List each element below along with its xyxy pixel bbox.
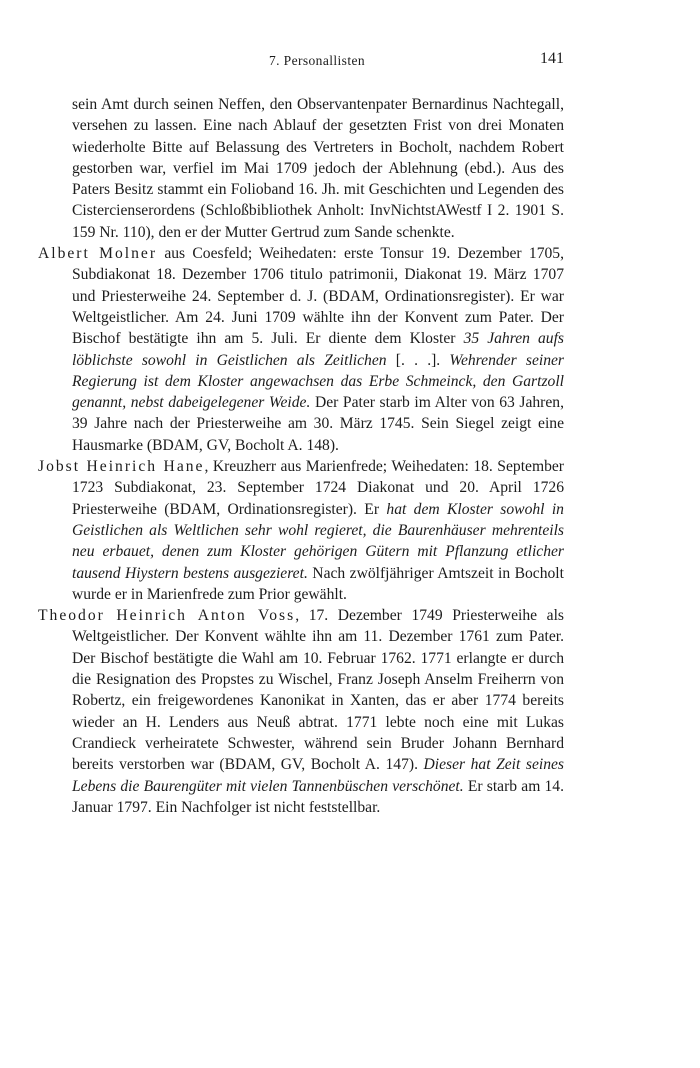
entry-text: [. . .]. — [386, 351, 450, 369]
quotation: Wehrender seiner Regierung ist dem Kloster angewachsen das Erbe Schmeinck, den Gartzoll genannt, nebst dabeigelegener Weide. — [72, 351, 564, 412]
entry-text: Er starb am 14. Januar 1797. Ein Nachfolger ist nicht feststellbar. — [72, 777, 565, 816]
quotation: hat dem Kloster sowohl in Geistlichen als Weltlichen sehr wohl regieret, die Baurenhäuser mehrenteils neu erbauet, denen zum Kloster gehörigen Gütern mit Pflanzung etlicher tausend Hiystern bestens ausgezieret. — [72, 500, 564, 582]
quotation: Dieser hat Zeit seines Lebens die Baurengüter mit vielen Tannenbüschen verschönet. — [72, 756, 564, 795]
quotation: 35 Jahren aufs löblichste sowohl in Geistlichen als Zeitlichen — [72, 330, 564, 369]
entry-jobst-heinrich-hane — [38, 456, 564, 605]
person-name: Jobst Heinrich Hane — [38, 458, 205, 476]
continuation-paragraph: sein Amt durch seinen Neffen, den Observantenpater Bernardinus Nachtegall, versehen zu lassen. Eine nach Ablauf der gesetzten Frist von drei Monaten wiederholte Bitte auf Belassung des Vertreters in Bocholt, nachdem Robert gestorben war, verfiel im Mai 1709 jedoch der Ablehnung (ebd.). Aus des Paters Besitz stammt ein Folioband 16. Jh. mit Geschichten und Legenden des Cistercienserordens (Schloßbibliothek Anholt: InvNichtstAWestf I 2. 1901 S. 159 Nr. 110), den er der Mutter Gertrud zum Sande schenkte. — [72, 96, 564, 241]
page-number: 141 — [540, 50, 564, 67]
entry-theodor-heinrich-anton-voss — [38, 605, 565, 818]
entry-text: Der Pater starb im Alter von 63 Jahren, 39 Jahre nach der Priesterweihe am 30. März 1745. Sein Siegel zeigt eine Hausmarke (BDAM, GV, Bocholt A. 148). — [72, 394, 564, 454]
running-head — [70, 50, 564, 74]
person-name: Albert Molner — [38, 245, 158, 263]
entry-text: , Kreuzherr aus Marienfrede; Weihedaten: 18. September 1723 Subdiakonat, 23. September 1724 Diakonat und 20. April 1726 Priesterweihe (BDAM, Ordinationsregister). Er — [72, 458, 564, 518]
body-text — [38, 94, 565, 818]
entry-text: Nach zwölfjähriger Amtszeit in Bocholt wurde er in Marienfrede zum Prior gewählt. — [72, 564, 564, 603]
entry-text: aus Coesfeld; Weihedaten: erste Tonsur 19. Dezember 1705, Subdiakonat 18. Dezember 1706 titulo patrimonii, Diakonat 19. März 1707 und Priesterweihe 24. September d. J. (BDAM, Ordinationsregister). Er war Weltgeistlicher. Am 24. Juni 1709 wählte ihn der Konvent zum Pater. Der Bischof bestätigte ihn am 5. Juli. Er diente dem Kloster — [72, 245, 564, 348]
entry-text: , 17. Dezember 1749 Priesterweihe als Weltgeistlicher. Der Konvent wählte ihn am 11. Dezember 1761 zum Pater. Der Bischof bestätigte die Wahl am 10. Februar 1762. 1771 erlangte er durch die Resignation des Propstes zu Wischel, Franz Joseph Anselm Freiherrn von Robertz, ein freigewordenes Kanonikat in Xanten, das er aber 1774 bereits wieder an H. Lenders aus Neuß abtrat. 1771 lebte noch eine mit Lukas Crandieck verheiratete Schwester, während sein Bruder Johann Bernhard bereits verstorben war (BDAM, GV, Bocholt A. 147). — [72, 607, 565, 774]
entry-albert-molner — [38, 243, 564, 456]
person-name: Theodor Heinrich Anton Voss — [38, 607, 296, 625]
chapter-title: 7. Personallisten — [268, 53, 366, 68]
